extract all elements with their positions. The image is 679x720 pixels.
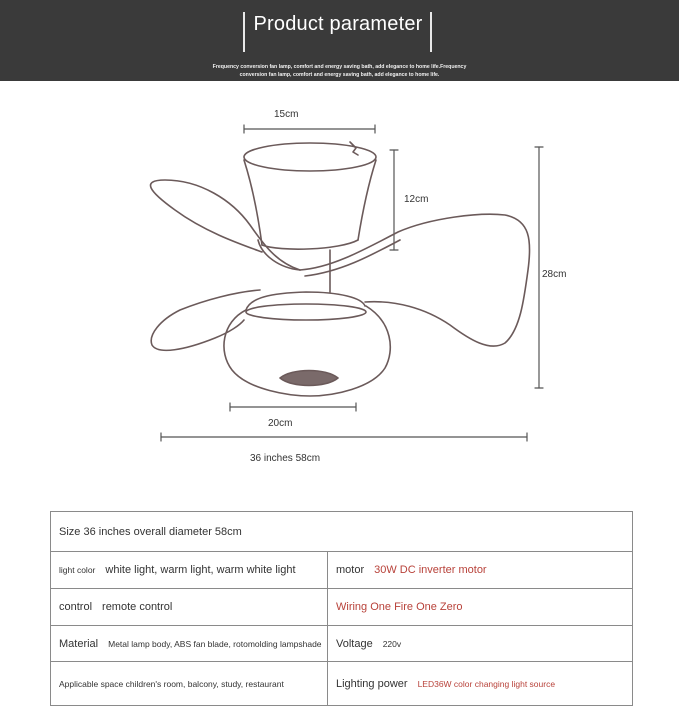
overall-dimension-line xyxy=(161,433,527,441)
applicable-space-cell xyxy=(51,662,328,706)
table-row xyxy=(51,626,633,662)
total-height-dimension-line xyxy=(535,147,543,388)
motor-cell xyxy=(328,552,633,589)
table-row xyxy=(51,512,633,552)
overall-diameter-label: 36 inches 58cm xyxy=(250,453,321,464)
light-color-cell xyxy=(51,552,328,589)
applicable-space-label: Applicable space xyxy=(59,678,124,689)
title-right-divider xyxy=(430,12,432,52)
table-row xyxy=(51,552,633,589)
motor-label: motor xyxy=(336,564,365,576)
top-width-label: 15cm xyxy=(274,109,299,120)
spec-table xyxy=(50,511,633,706)
lamp-width-dimension-line xyxy=(230,403,356,411)
wiring-cell: Wiring One Fire One Zero xyxy=(328,589,633,626)
table-row xyxy=(51,662,633,706)
table-row xyxy=(51,589,633,626)
subtitle-line-2: conversion fan lamp, comfort and energy saving bath, add elegance to home life. xyxy=(239,72,440,78)
top-width-dimension-line xyxy=(244,125,375,133)
control-value: remote control xyxy=(102,601,173,613)
light-color-label: light color xyxy=(59,565,96,575)
header-banner xyxy=(0,0,679,81)
material-cell xyxy=(51,626,328,662)
material-value: Metal lamp body, ABS fan blade, rotomolding lampshade xyxy=(108,638,322,649)
title-left-divider xyxy=(243,12,245,52)
ceiling-fan-illustration xyxy=(151,142,530,396)
fan-dimension-drawing xyxy=(0,81,679,481)
lamp-width-label: 20cm xyxy=(268,418,293,429)
light-color-value: white light, warm light, warm white light xyxy=(105,564,296,576)
page-title: Product parameter xyxy=(253,13,423,35)
lighting-power-cell xyxy=(328,662,633,706)
control-cell xyxy=(51,589,328,626)
subtitle-line-1: Frequency conversion fan lamp, comfort and energy saving bath, add elegance to home life.Frequency xyxy=(212,64,467,70)
total-height-label: 28cm xyxy=(542,269,567,280)
lighting-power-value: LED36W color changing light source xyxy=(417,678,556,689)
material-label: Material xyxy=(59,637,99,650)
lighting-power-label: Lighting power xyxy=(336,677,408,690)
size-cell: Size 36 inches overall diameter 58cm xyxy=(51,512,633,552)
applicable-space-value: children's room, balcony, study, restaurant xyxy=(125,678,284,689)
voltage-value: 220v xyxy=(382,638,402,649)
voltage-cell xyxy=(328,626,633,662)
control-label: control xyxy=(59,601,93,613)
motor-value: 30W DC inverter motor xyxy=(374,564,487,576)
voltage-label: Voltage xyxy=(336,637,373,650)
canopy-height-label: 12cm xyxy=(404,194,429,205)
